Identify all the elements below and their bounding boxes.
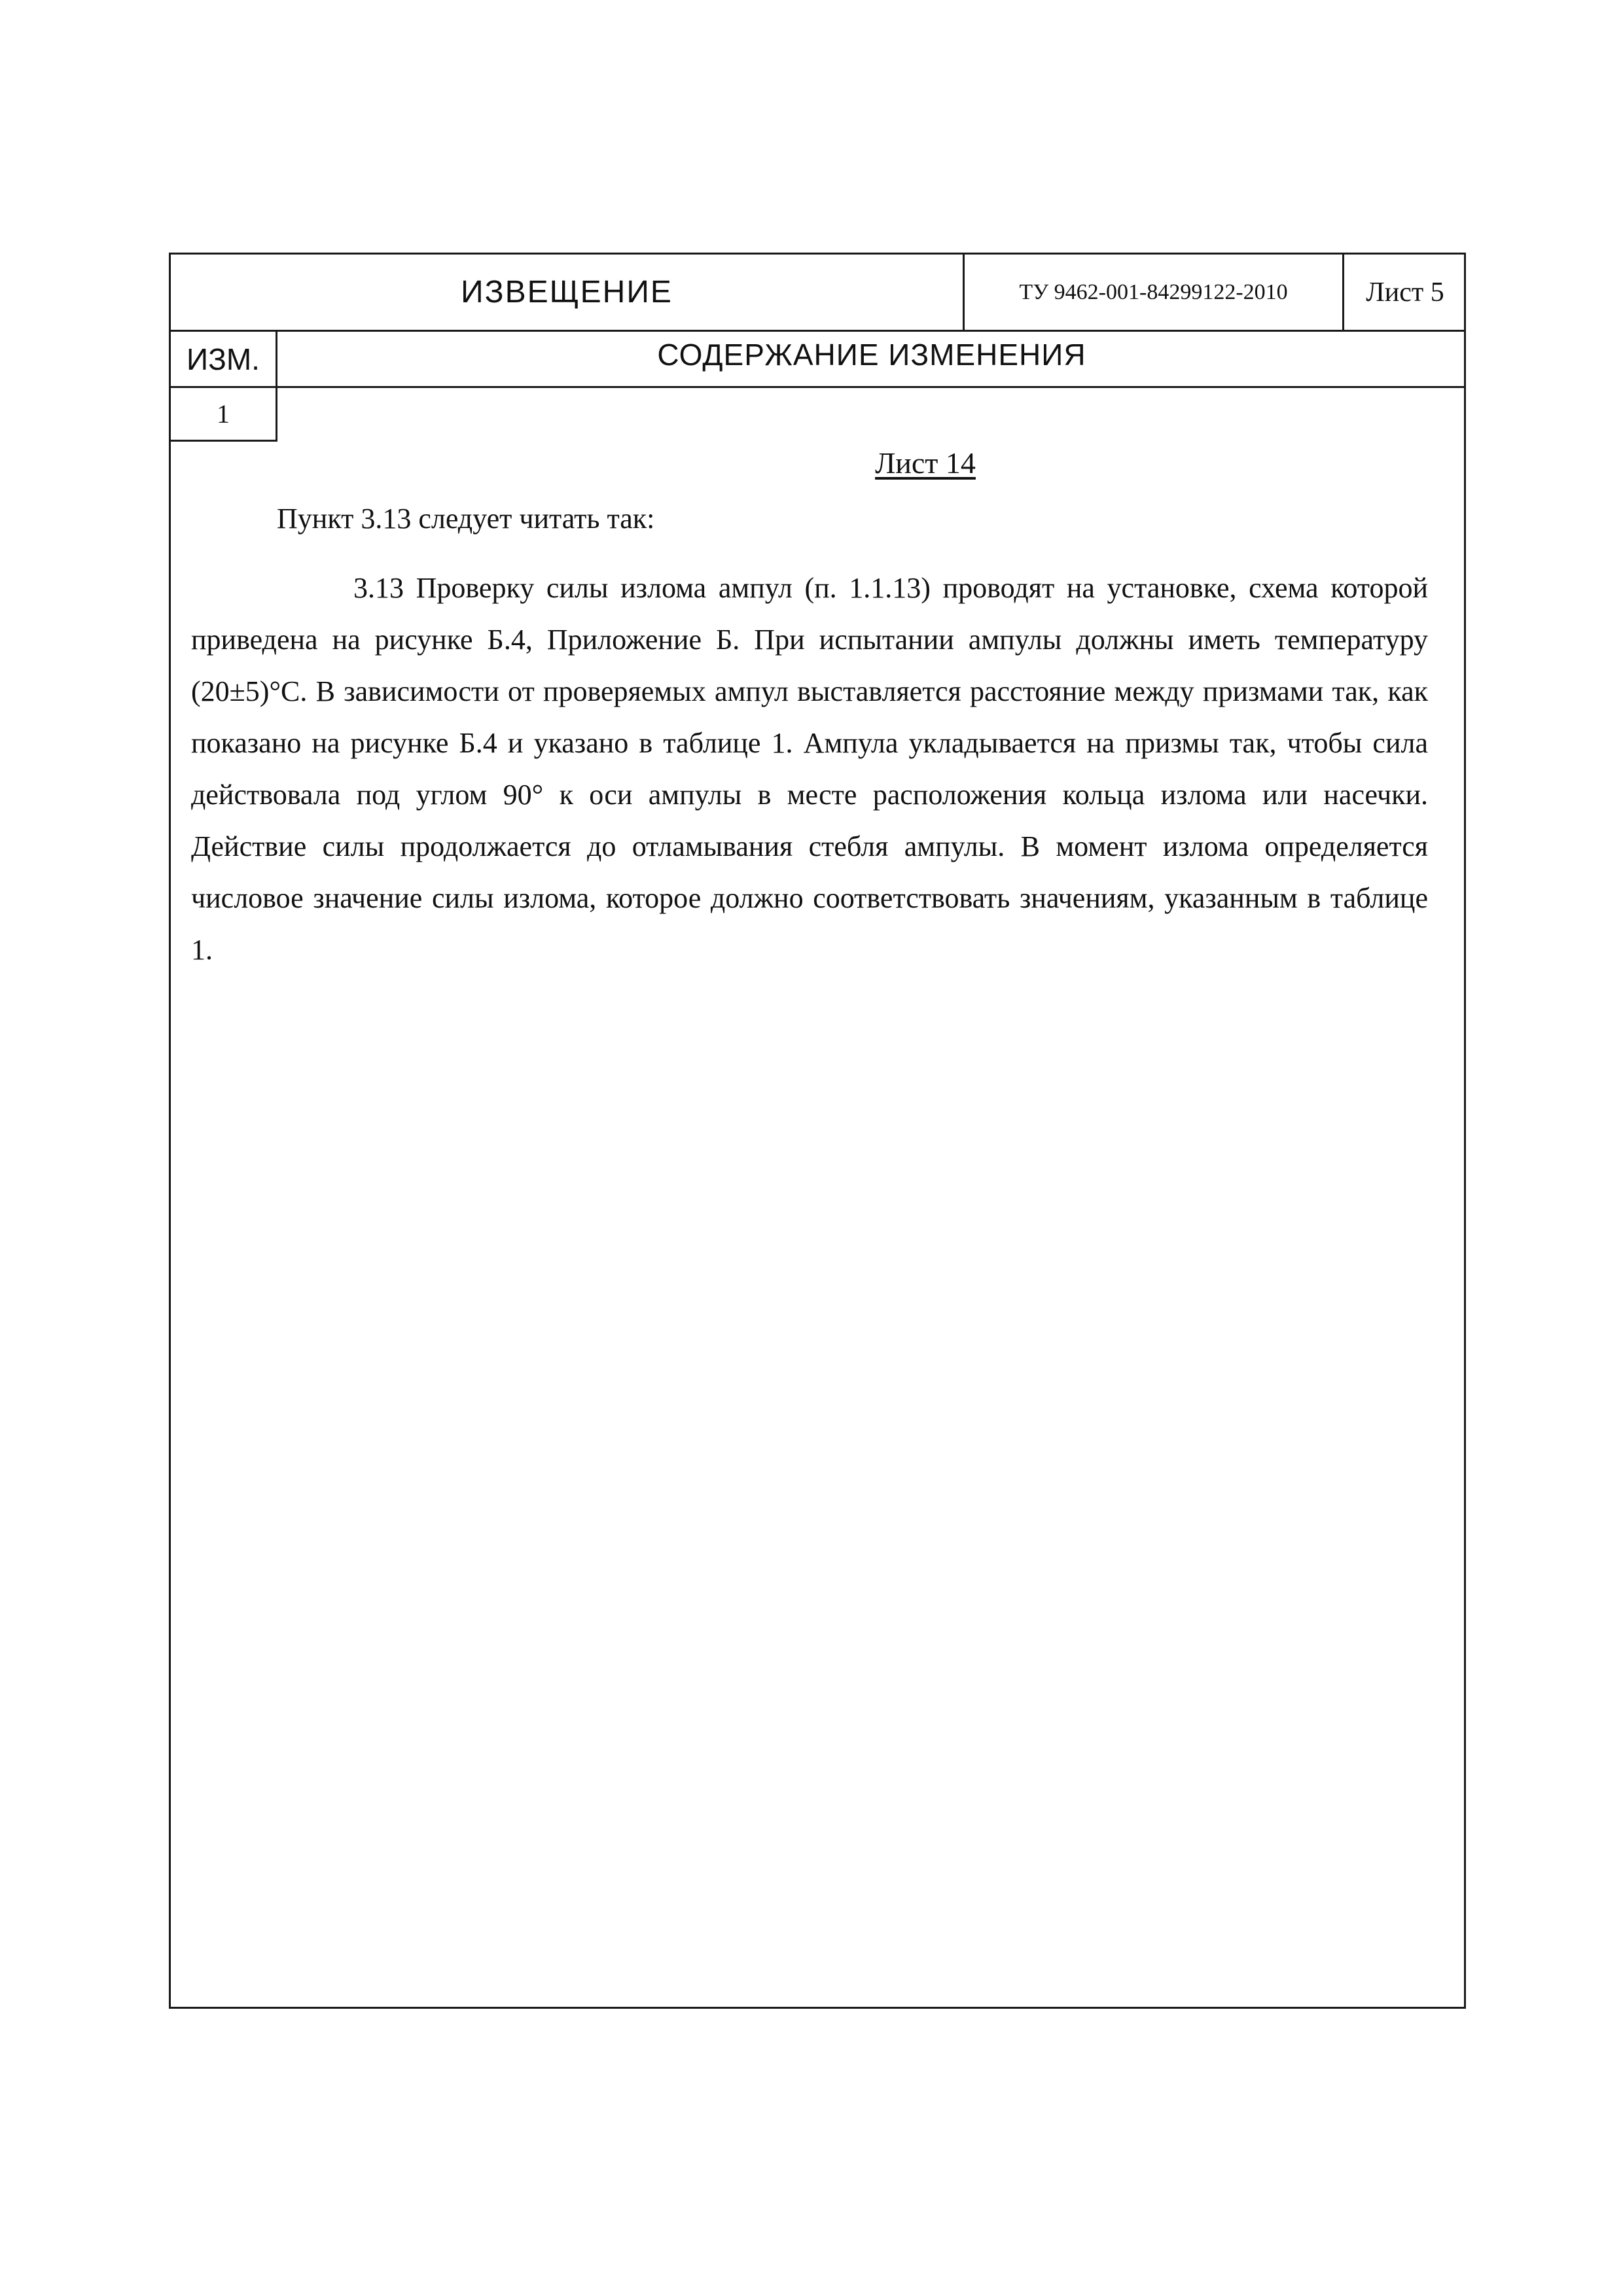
clause-paragraph: 3.13 Проверку силы излома ампул (п. 1.1.13) проводят на установке, схема которой приведена на рисунке Б.4, Приложение Б. При испытании ампулы должны иметь температуру (20±5)°С. В зависимости от проверяемых ампул выставляется расстояние между призмами так, как показано на рисунке Б.4 и указано в таблице 1. Ампула укладывается на призмы так, чтобы сила действовала под углом 90° к оси ампулы в месте расположения кольца излома или насечки. Действие силы продолжается до отламывания стебля ампулы. В момент излома определяется числовое значение силы излома, которое должно соответствовать значениям, указанным в таблице 1. [191, 572, 1428, 966]
change-header-row [171, 332, 1464, 388]
notice-header [171, 255, 1464, 332]
intro-text: Пункт 3.13 следует читать так: [277, 503, 655, 535]
izm-label: ИЗМ. [171, 332, 277, 386]
document-number: ТУ 9462-001-84299122-2010 [965, 255, 1344, 330]
sheet-reference: Лист 14 [875, 446, 976, 480]
change-content-title: СОДЕРЖАНИЕ ИЗМЕНЕНИЯ [657, 338, 1086, 372]
izm-number: 1 [171, 388, 277, 442]
sheet-number: Лист 5 [1366, 277, 1444, 308]
notice-form-frame [169, 253, 1466, 2009]
notice-title: ИЗВЕЩЕНИЕ [171, 255, 965, 330]
